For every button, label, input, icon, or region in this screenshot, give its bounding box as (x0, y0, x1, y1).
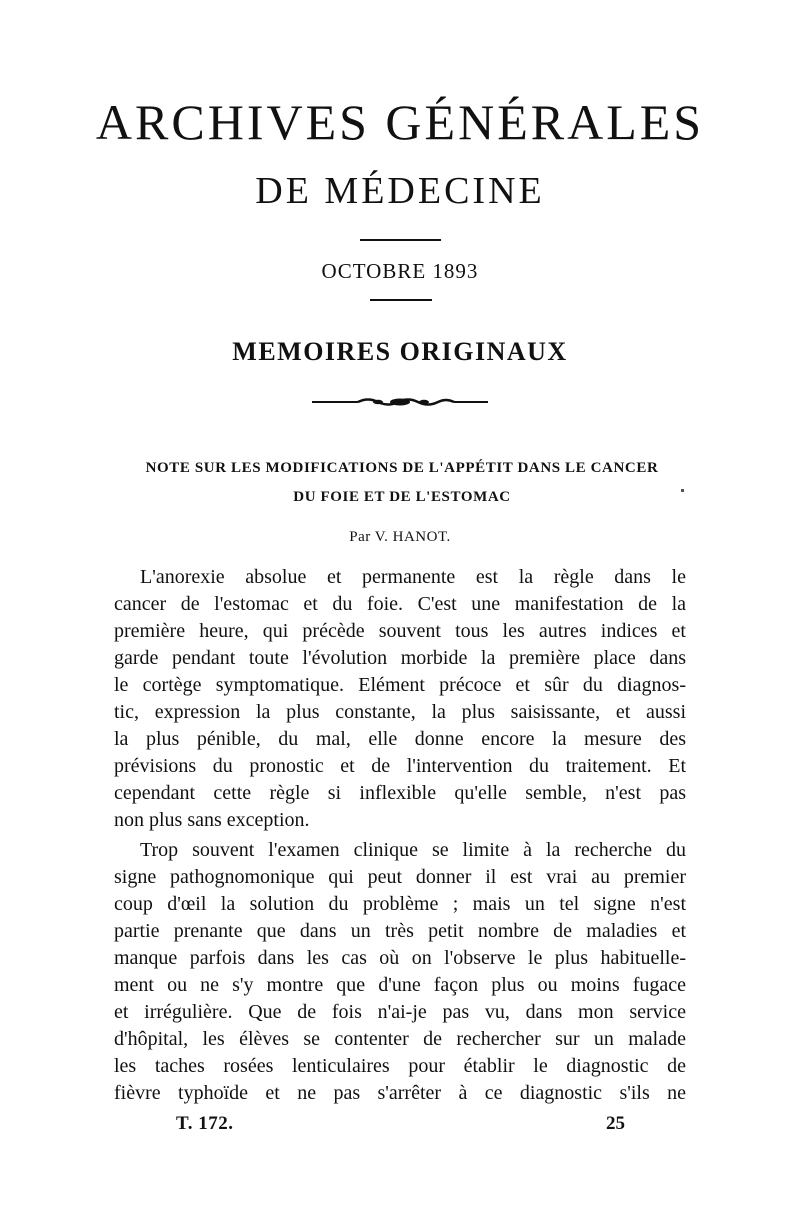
body-line: signe pathognomonique qui peut donner il est vrai au premier (114, 866, 686, 888)
article-title (118, 454, 686, 512)
body-line: Trop souvent l'examen clinique se limite à la recherche du (140, 839, 686, 861)
article-title-line: DU FOIE ET DE L'ESTOMAC (293, 489, 511, 505)
divider-rule-bottom (370, 299, 432, 301)
ornament-divider (312, 394, 488, 410)
article-body (114, 564, 686, 1107)
body-line: prévisions du pronostic et de l'intervention du traitement. Et (114, 755, 686, 777)
body-line: non plus sans exception. (114, 809, 310, 831)
body-line: le cortège symptomatique. Elément précoce et sûr du diagnos- (114, 674, 686, 696)
body-line: première heure, qui précède souvent tous les autres indices et (114, 620, 686, 642)
body-line: L'anorexie absolue et permanente est la règle dans le (140, 566, 686, 588)
body-line: d'hôpital, les élèves se contenter de rechercher sur un malade (114, 1028, 686, 1050)
body-line: cancer de l'estomac et du foie. C'est une manifestation de la (114, 593, 686, 615)
page-number: 25 (606, 1113, 625, 1134)
divider-rule-top (360, 239, 441, 241)
body-line: les taches rosées lenticulaires pour établir le diagnostic de (114, 1055, 686, 1077)
journal-subtitle: DE MÉDECINE (255, 170, 545, 212)
body-line: fièvre typhoïde et ne pas s'arrêter à ce diagnostic s'ils ne (114, 1082, 686, 1104)
body-line: la plus pénible, du mal, elle donne encore la mesure des (114, 728, 686, 750)
issue-date: OCTOBRE 1893 (321, 259, 479, 283)
body-line: ment ou ne s'y montre que d'une façon plus ou moins fugace (114, 974, 686, 996)
body-line: tic, expression la plus constante, la plus saisissante, et aussi (114, 701, 686, 723)
body-line: partie prenante que dans un très petit nombre de maladies et (114, 920, 686, 942)
print-speck (681, 489, 684, 492)
body-line: manque parfois dans les cas où on l'observe le plus habituelle- (114, 947, 686, 969)
footer-volume: T. 172. (176, 1113, 234, 1134)
body-line: garde pendant toute l'évolution morbide la première place dans (114, 647, 686, 669)
body-line: coup d'œil la solution du problème ; mais un tel signe n'est (114, 893, 686, 915)
article-title-line: NOTE SUR LES MODIFICATIONS DE L'APPÉTIT DANS LE CANCER (145, 460, 659, 476)
body-line: et irrégulière. Que de fois n'ai-je pas vu, dans mon service (114, 1001, 686, 1023)
journal-title: ARCHIVES GÉNÉRALES (95, 94, 705, 150)
article-author: Par V. HANOT. (349, 529, 451, 545)
body-line: cependant cette règle si inflexible qu'elle semble, n'est pas (114, 782, 686, 804)
section-title: MEMOIRES ORIGINAUX (232, 337, 568, 366)
